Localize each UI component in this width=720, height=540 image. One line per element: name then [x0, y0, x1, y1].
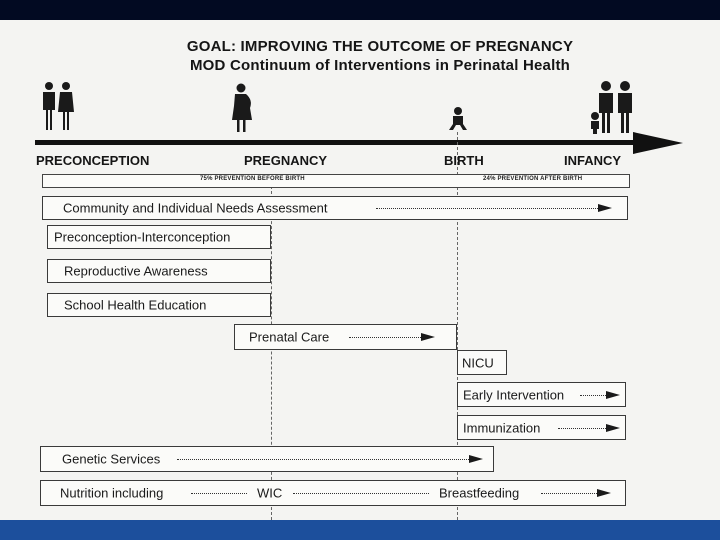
arrow-icon — [606, 424, 620, 432]
community-needs-label: Community and Individual Needs Assessment — [63, 200, 328, 216]
stage-infancy: INFANCY — [564, 153, 622, 168]
nicu-box — [457, 350, 507, 375]
couple-figure-left — [38, 80, 78, 134]
prevention-banner — [42, 174, 630, 188]
breastfeeding-label: Breastfeeding — [439, 485, 520, 501]
reproductive-box — [47, 259, 271, 283]
preconception-box — [47, 225, 271, 249]
slide — [0, 20, 720, 520]
pregnant-woman-figure — [228, 82, 256, 134]
immunization-box — [457, 415, 626, 440]
arrow-icon — [421, 333, 435, 341]
arrow-icon — [598, 204, 612, 212]
prenatal-label: Prenatal Care — [249, 329, 330, 345]
prevention-before-text: 75% PREVENTION BEFORE BIRTH — [200, 176, 305, 182]
arrow-icon — [597, 489, 611, 497]
school-health-label: School Health Education — [64, 297, 207, 313]
reproductive-label: Reproductive Awareness — [64, 263, 208, 279]
bottom-bar — [0, 520, 720, 540]
page-title: GOAL: IMPROVING THE OUTCOME OF PREGNANCY — [186, 38, 574, 55]
early-intervention-label: Early Intervention — [463, 387, 565, 402]
school-health-box — [47, 293, 271, 317]
arrow-icon — [606, 391, 620, 399]
genetic-services-label: Genetic Services — [62, 451, 161, 467]
genetic-services-box — [40, 446, 494, 472]
top-bar — [0, 0, 720, 20]
early-intervention-box — [457, 382, 626, 407]
community-needs-box — [42, 196, 628, 220]
immunization-label: Immunization — [463, 420, 541, 435]
arrow-icon — [469, 455, 483, 463]
stage-birth: BIRTH — [444, 153, 484, 168]
nutrition-label: Nutrition including — [60, 485, 164, 501]
nicu-label: NICU — [462, 355, 494, 370]
nutrition-box — [40, 480, 626, 506]
wic-label: WIC — [257, 485, 283, 501]
preconception-label: Preconception-Interconception — [54, 229, 231, 245]
stage-preconception: PRECONCEPTION — [36, 153, 150, 168]
prevention-after-text: 24% PREVENTION AFTER BIRTH — [483, 176, 583, 182]
stage-pregnancy: PREGNANCY — [244, 153, 328, 168]
page-subtitle: MOD Continuum of Interventions in Perinatal Health — [189, 57, 571, 74]
family-figure — [588, 78, 640, 136]
prenatal-box — [234, 324, 457, 350]
baby-figure — [447, 106, 469, 132]
